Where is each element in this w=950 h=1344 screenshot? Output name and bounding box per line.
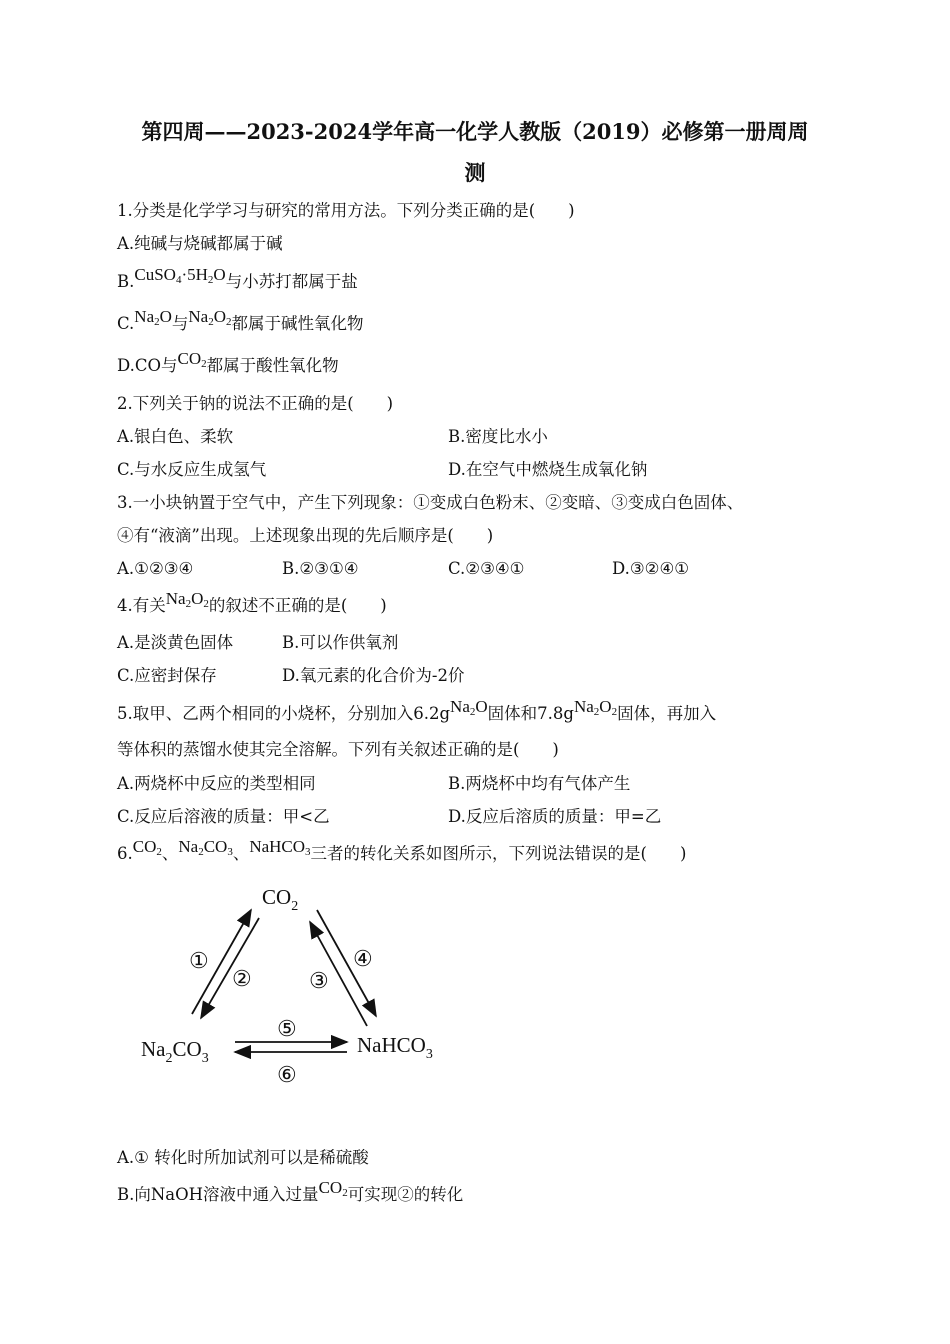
q2-option-a: A.银白色、柔软 [117,427,234,446]
q2-option-b: B.密度比水小 [448,427,548,446]
label-step-5: ⑤ [277,1016,297,1041]
q2-option-d: D.在空气中燃烧生成氧化钠 [448,460,648,479]
q1-stem: 1.分类是化学学习与研究的常用方法。下列分类正确的是( ) [117,201,575,220]
q5-option-d: D.反应后溶质的质量：甲=乙 [448,807,662,826]
q4-option-d: D.氧元素的化合价为-2价 [282,666,465,685]
q3-option-a: A.①②③④ [117,559,194,578]
q4-option-a: A.是淡黄色固体 [117,633,234,652]
q4-option-c: C.应密封保存 [117,666,217,685]
diagram-node-na2co3: $Na_2CO_3$ [141,1037,209,1066]
label-step-6: ⑥ [277,1062,297,1087]
label-step-2: ② [232,966,252,991]
q1-option-b: $B.CuSO_4\cdot 5H_2O$与小苏打都属于盐 [117,265,358,291]
diagram-node-co2: $CO_2$ [262,885,299,914]
q5-stem-line1: 5.取甲、乙两个相同的小烧杯，分别加入6.2gNa$_2$O固体和$7.8gNa_2O_2$固体，再加入 [117,697,717,723]
q5-option-b: B.两烧杯中均有气体产生 [448,774,631,793]
q4-stem: 4.有关$Na_2O_2$的叙述不正确的是( ) [117,589,387,615]
q3-option-b: B.②③①④ [282,559,359,578]
q6-stem: $6.CO_2$、$Na_2CO_3$、NaHCO$_3$三者的转化关系如图所示，下列说法错误的是( ) [117,837,687,863]
label-step-4: ④ [353,946,373,971]
diagram-node-nahco3: NaHCO$_3$ [357,1033,433,1062]
q5-option-a: A.两烧杯中反应的类型相同 [117,774,316,793]
label-step-1: ① [189,948,209,973]
conversion-diagram [135,880,465,1100]
q6-option-a: A.① 转化时所加试剂可以是稀硫酸 [117,1148,369,1167]
q3-option-d: D.③②④① [612,559,690,578]
q1-option-c: $C.Na_2O$与$Na_2O_2$都属于碱性氧化物 [117,307,364,333]
q6-option-b: B.向NaOH溶液中通入过量$CO_2$可实现②的转化 [117,1178,464,1204]
q2-stem: 2.下列关于钠的说法不正确的是( ) [117,394,394,413]
page-title-continued: 测 [464,160,486,185]
q3-stem-line1: 3.一小块钠置于空气中，产生下列现象：①变成白色粉末、②变暗、③变成白色固体、 [117,493,744,512]
page-title: 第四周——2023-2024学年高一化学人教版（2019）必修第一册周周 [141,119,809,144]
q3-option-c: C.②③④① [448,559,525,578]
q5-stem-line2: 等体积的蒸馏水使其完全溶解。下列有关叙述正确的是( ) [117,740,559,759]
q1-option-a: A.纯碱与烧碱都属于碱 [117,234,283,253]
label-step-3: ③ [309,968,329,993]
q4-option-b: B.可以作供氧剂 [282,633,399,652]
q1-option-d: D.CO与$CO_2$都属于酸性氧化物 [117,349,339,375]
q5-option-c: C.反应后溶液的质量：甲<乙 [117,807,330,826]
q3-stem-line2: ④有“液滴”出现。上述现象出现的先后顺序是( ) [117,526,494,545]
q2-option-c: C.与水反应生成氢气 [117,460,267,479]
